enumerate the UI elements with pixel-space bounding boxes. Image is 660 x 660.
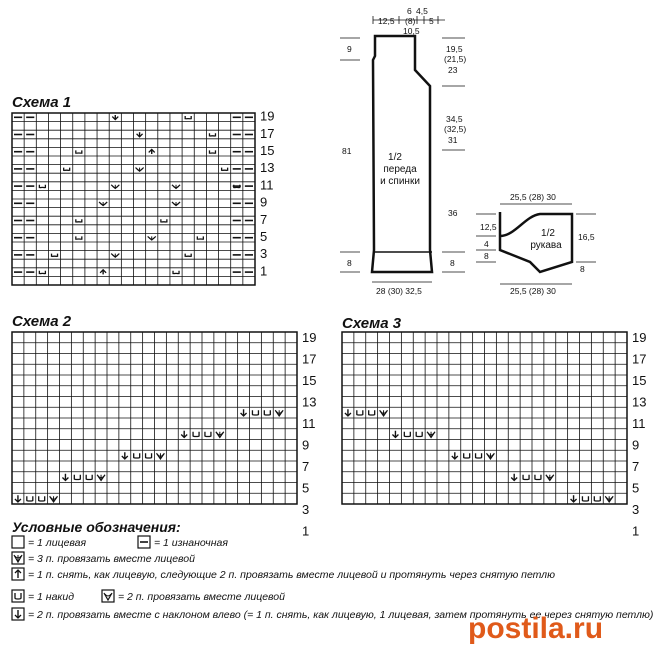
row-number: 3 [260, 246, 268, 262]
sleeve-label-2: рукава [530, 240, 562, 251]
sleeve-dim-right-1: 16,5 [578, 232, 595, 242]
row-number: 19 [302, 329, 317, 345]
sleeve-dim-left-1: 12,5 [480, 222, 497, 232]
scheme-2-title: Схема 2 [12, 313, 72, 330]
body-label-1: 1/2 [388, 152, 402, 163]
row-number: 11 [302, 415, 316, 431]
body-dim-left-3: 8 [347, 258, 352, 268]
body-dim-top-4: (8) [405, 16, 416, 26]
row-number: 19 [260, 108, 275, 124]
row-number: 7 [260, 211, 268, 227]
legend [12, 519, 653, 621]
row-number: 5 [260, 229, 268, 244]
row-number: 1 [302, 523, 310, 539]
body-dim-right-1: 19,5 [446, 44, 463, 54]
row-number: 9 [302, 437, 310, 453]
body-dim-top-2: 6 [407, 6, 412, 16]
sleeve-dim-left-3: 8 [484, 251, 489, 261]
sleeve-dim-left-2: 4 [484, 239, 489, 249]
body-dim-left-2: 81 [342, 146, 352, 156]
body-dim-bottom: 28 (30) 32,5 [376, 286, 422, 296]
legend-item [12, 590, 74, 603]
body-dim-top-6: 5 [429, 16, 434, 26]
row-number: 15 [302, 372, 317, 388]
legend-text: = 1 изнаночная [154, 537, 228, 549]
legend-text: = 1 накид [28, 591, 75, 603]
row-number: 5 [632, 480, 640, 496]
scheme-1-grid [12, 109, 274, 285]
row-number: 7 [632, 458, 640, 474]
body-dim-top-1: 12,5 [378, 16, 395, 26]
row-number: 17 [302, 351, 317, 367]
watermark: postila.ru [468, 612, 604, 645]
row-number: 11 [260, 177, 274, 193]
sleeve-dim-bottom: 25,5 (28) 30 [510, 286, 556, 296]
sleeve-pattern-piece [476, 192, 596, 296]
row-number: 7 [302, 458, 310, 474]
body-dim-right-4: 34,5 [446, 114, 463, 124]
body-dim-top-3: 4,5 [416, 6, 428, 16]
row-number: 17 [632, 351, 647, 367]
body-dim-top-5: 10,5 [403, 26, 420, 36]
body-outline [372, 36, 432, 272]
legend-symbol-box [12, 590, 24, 602]
legend-item [12, 568, 555, 581]
scheme-1-title: Схема 1 [12, 94, 72, 111]
legend-item [12, 552, 195, 565]
sleeve-dim-top: 25,5 (28) 30 [510, 192, 556, 202]
row-number: 11 [632, 415, 646, 431]
row-number: 15 [632, 372, 647, 388]
scheme-2-grid [12, 330, 316, 539]
body-dim-left-1: 9 [347, 44, 352, 54]
sleeve-dim-right-2: 8 [580, 264, 585, 274]
row-number: 17 [260, 125, 275, 141]
row-number: 3 [632, 501, 640, 517]
body-dim-right-2: (21,5) [444, 54, 467, 64]
row-number: 13 [302, 394, 317, 410]
row-number: 13 [632, 394, 647, 410]
scheme-3-grid [342, 330, 646, 539]
body-dim-right-5: (32,5) [444, 124, 467, 134]
legend-text: = 3 п. провязать вместе лицевой [28, 553, 195, 565]
row-number: 13 [260, 160, 275, 176]
scheme-3-title: Схема 3 [342, 315, 402, 332]
legend-item [138, 536, 228, 549]
body-dim-right-3: 23 [448, 65, 458, 75]
body-dim-right-7: 36 [448, 208, 458, 218]
row-number: 9 [632, 437, 640, 453]
sleeve-label-1: 1/2 [541, 228, 555, 239]
body-dim-right-8: 8 [450, 258, 455, 268]
row-number: 15 [260, 143, 275, 158]
legend-item [12, 536, 87, 549]
body-dim-right-6: 31 [448, 135, 458, 145]
legend-heading: Условные обозначения: [12, 519, 181, 535]
body-label-2: переда [383, 164, 417, 175]
row-number: 19 [632, 329, 647, 345]
row-number: 3 [302, 501, 310, 517]
row-number: 9 [260, 194, 268, 210]
legend-text: = 2 п. провязать вместе лицевой [118, 591, 285, 603]
legend-text: = 2 п. провязать вместе с наклоном влево (= 1 п. снять, как лицевую, 1 лицевая, затем протянуть ее через снятую петлю) [28, 609, 654, 621]
body-label-3: и спинки [380, 176, 420, 187]
row-number: 5 [302, 480, 310, 496]
legend-text: = 1 лицевая [28, 537, 87, 549]
legend-symbol-box [12, 536, 24, 548]
legend-text: = 1 п. снять, как лицевую, следующие 2 п. провязать вместе лицевой и протянуть через снятую петлю [28, 569, 555, 581]
row-number: 1 [260, 263, 268, 279]
body-pattern-piece [340, 6, 466, 296]
legend-item [102, 590, 285, 603]
row-number: 1 [632, 523, 640, 539]
